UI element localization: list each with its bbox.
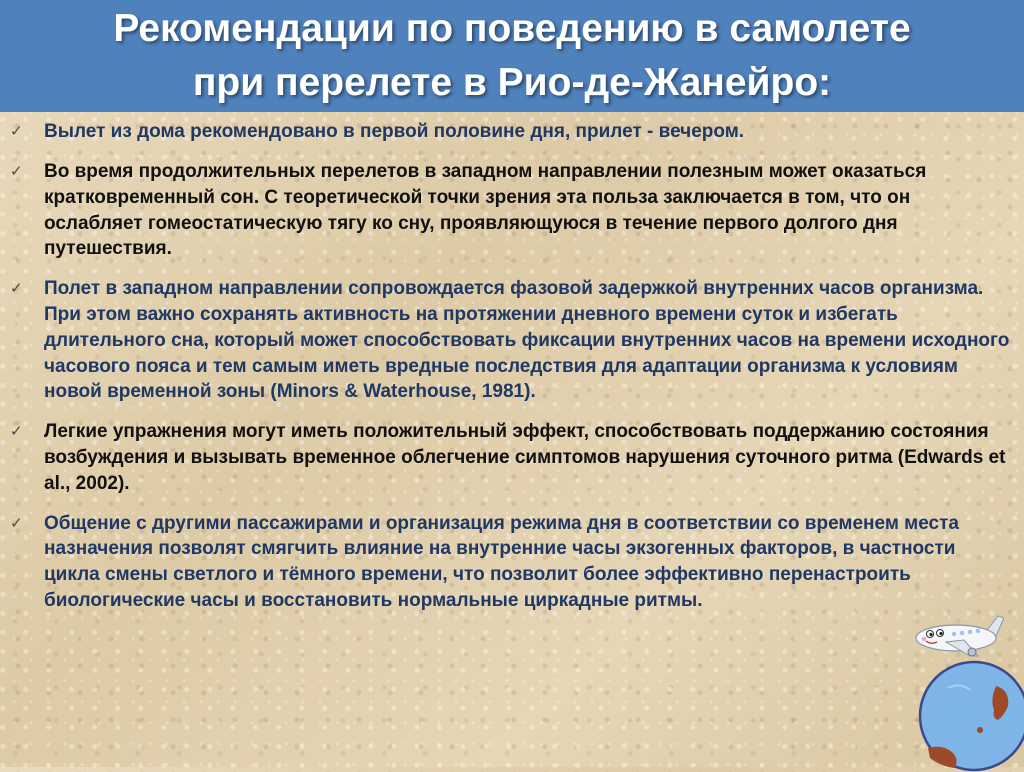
bullet-item-5 — [8, 511, 1014, 614]
checkmark-icon: ✓ — [10, 163, 23, 180]
cartoon-airplane-icon — [912, 612, 1004, 658]
bullet-list — [8, 119, 1014, 628]
checkmark-icon: ✓ — [10, 423, 23, 441]
bullet-text-4: Легкие упражнения могут иметь положительный эффект, способствовать поддержанию состояния возбуждения и вызывать временное облегчение симптомов нарушения суточного ритма (Edwards et al., 2002). — [44, 421, 1006, 494]
bullet-text-3: Полет в западном направлении сопровождается фазовой задержкой внутренних часов организма. При этом важно сохранять активность на протяжении дневного времени суток и избегать длительного сна, который может способствовать фиксации внутренних часов на времени исходного часового пояса и тем самым иметь вредные последствия для адаптации организма к условиям новой временной зоны (Minors & Waterhouse, 1981). — [44, 278, 1010, 403]
checkmark-icon: ✓ — [10, 280, 23, 298]
globe-icon — [918, 660, 1024, 772]
bullet-text-1: Вылет из дома рекомендовано в первой половине дня, прилет - вечером. — [44, 121, 745, 142]
bullet-item-1 — [8, 119, 1014, 145]
bullet-item-2 — [8, 159, 1014, 262]
bullet-text-2: Во время продолжительных перелетов в западном направлении полезным может оказаться кратковременный сон. С теоретической точки зрения эта польза заключается в том, что он ослабляет гомеостатическую тягу ко сну, проявляющуюся в течение первого долгого дня путешествия. — [44, 161, 927, 260]
checkmark-icon: ✓ — [10, 123, 23, 140]
bullet-text-5: Общение с другими пассажирами и организация режима дня в соответствии со временем места назначения позволят смягчить влияние на внутренние часы экзогенных факторов, в частности цикла смены светлого и тёмного времени, что позволит более эффективно перенастроить биологические часы и восстановить нормальные циркадные ритмы. — [44, 512, 959, 611]
bullet-item-3 — [8, 276, 1014, 405]
title-bar — [0, 0, 1024, 112]
slide-title-line-2: при перелете в Рио-де-Жанейро: — [192, 61, 832, 104]
checkmark-icon: ✓ — [10, 514, 23, 532]
slide-title-line-1: Рекомендации по поведению в самолете — [113, 7, 911, 50]
slide-title — [113, 2, 910, 110]
bullet-item-4 — [8, 419, 1014, 496]
